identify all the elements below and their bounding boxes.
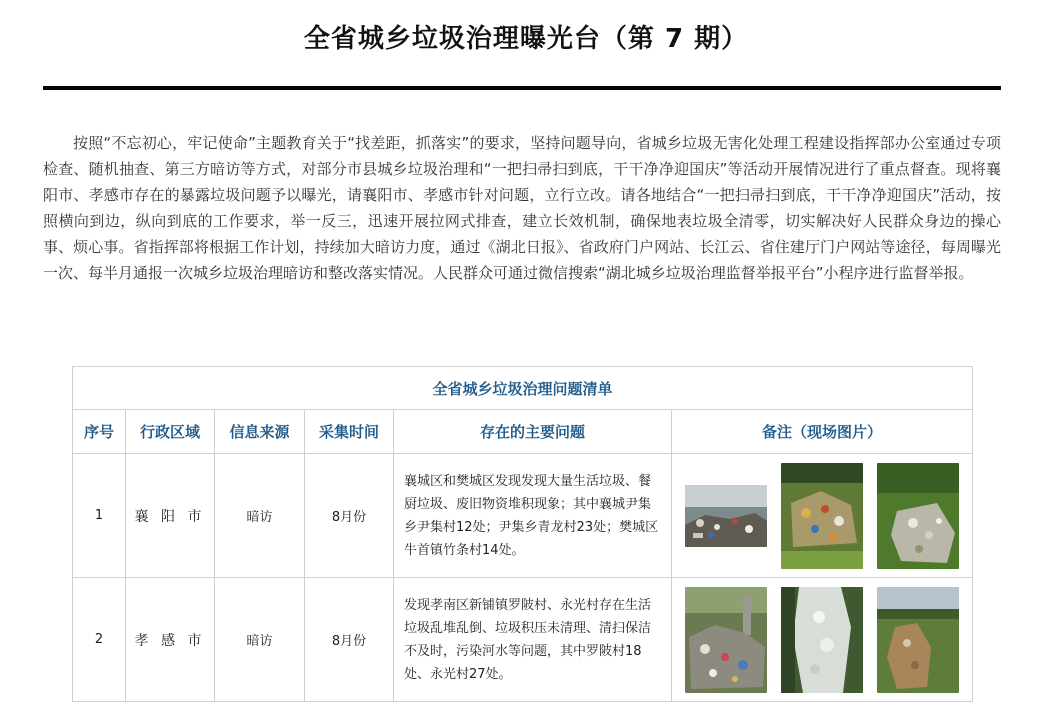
row-index: 1	[73, 454, 126, 578]
row-problem: 发现孝南区新铺镇罗陂村、永光村存在生活垃圾乱堆乱倒、垃圾积压未清理、清扫保洁不及时，污染河水等问题，其中罗陂村18处、永光村27处。	[394, 578, 672, 702]
site-photo[interactable]	[781, 587, 863, 693]
row-problem: 襄城区和樊城区发现发现大量生活垃圾、餐厨垃圾、废旧物资堆积现象；其中襄城尹集乡尹集村12处；尹集乡青龙村23处；樊城区牛首镇竹条村14处。	[394, 454, 672, 578]
site-photo[interactable]	[685, 485, 767, 547]
header-source: 信息来源	[215, 410, 305, 454]
header-region: 行政区域	[126, 410, 215, 454]
header-index: 序号	[73, 410, 126, 454]
row-time: 8月份	[305, 578, 394, 702]
intro-paragraph: 按照“不忘初心，牢记使命”主题教育关于“找差距，抓落实”的要求，坚持问题导向，省城乡垃圾无害化处理工程建设指挥部办公室通过专项检查、随机抽查、第三方暗访等方式，对部分市县城乡垃圾治理和“一把扫帚扫到底，干干净净迎国庆”等活动开展情况进行了重点督查。现将襄阳市、孝感市存在的暴露垃圾问题予以曝光，请襄阳市、孝感市针对问题，立行立改。请各地结合“一把扫帚扫到底，干干净净迎国庆”活动，按照横向到边，纵向到底的工作要求，举一反三，迅速开展拉网式排查，建立长效机制，确保地表垃圾全清零，切实解决好人民群众身边的操心事、烦心事。省指挥部将根据工作计划，持续加大暗访力度，通过《湖北日报》、省政府门户网站、长江云、省住建厅门户网站等途径，每周曝光一次、每半月通报一次城乡垃圾治理暗访和整改落实情况。人民群众可通过微信搜索“湖北城乡垃圾治理监督举报平台”小程序进行监督举报。	[43, 134, 1001, 282]
header-time: 采集时间	[305, 410, 394, 454]
title-divider	[43, 86, 1001, 90]
header-note: 备注（现场图片）	[672, 410, 973, 454]
row-region: 襄 阳 市	[126, 454, 215, 578]
table-caption: 全省城乡垃圾治理问题清单	[73, 367, 973, 410]
header-problem: 存在的主要问题	[394, 410, 672, 454]
row-photos	[672, 578, 973, 702]
site-photo[interactable]	[877, 463, 959, 569]
row-region: 孝 感 市	[126, 578, 215, 702]
table-row	[73, 454, 973, 578]
row-time: 8月份	[305, 454, 394, 578]
row-source: 暗访	[215, 454, 305, 578]
row-photos	[672, 454, 973, 578]
problem-list-table	[72, 366, 973, 702]
site-photo[interactable]	[781, 463, 863, 569]
site-photo[interactable]	[685, 587, 767, 693]
table-row	[73, 578, 973, 702]
site-photo[interactable]	[877, 587, 959, 693]
page-title: 全省城乡垃圾治理曝光台（第 7 期）	[303, 24, 749, 54]
row-index: 2	[73, 578, 126, 702]
row-source: 暗访	[215, 578, 305, 702]
